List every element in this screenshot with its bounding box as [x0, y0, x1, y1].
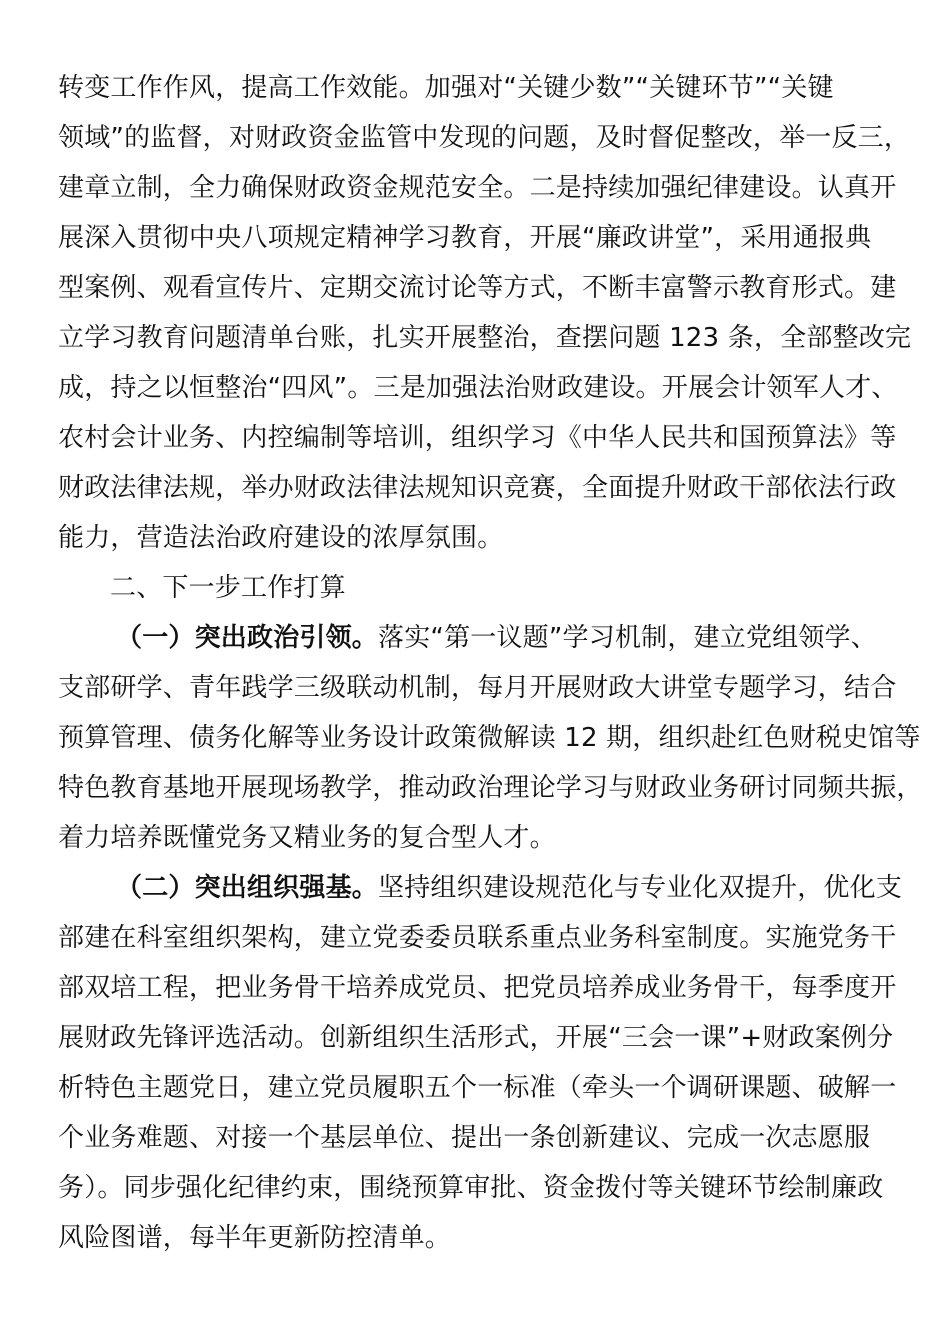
text-line: 着力培养既懂党务又精业务的复合型人才。	[58, 823, 556, 853]
text-line: 支部研学、青年践学三级联动机制，每月开展财政大讲堂专题学习，结合	[58, 673, 897, 703]
text-line: 财政法律法规，举办财政法律法规知识竞赛，全面提升财政干部依法行政	[58, 473, 897, 503]
text-line: 立学习教育问题清单台账，扎实开展整治，查摆问题 123 条，全部整改完	[58, 323, 912, 353]
text-line: 建章立制，全力确保财政资金规范安全。二是持续加强纪律建设。认真开	[58, 173, 897, 203]
text-line: 成，持之以恒整治“四风”。三是加强法治财政建设。开展会计领军人才、	[58, 373, 898, 403]
text-line: 展财政先锋评选活动。创新组织生活形式，开展“三会一课”+财政案例分	[58, 1023, 894, 1053]
text-line: 风险图谱，每半年更新防控清单。	[58, 1223, 452, 1253]
paragraph-first-line	[116, 620, 877, 656]
item-text: 落实“第一议题”学习机制，建立党组领学、	[378, 623, 877, 653]
text-line: 型案例、观看宣传片、定期交流讨论等方式，不断丰富警示教育形式。建	[58, 273, 897, 303]
text-line: 析特色主题党日，建立党员履职五个一标准（牵头一个调研课题、破解一	[58, 1073, 897, 1103]
text-line: 务）。同步强化纪律约束，围绕预算审批、资金拨付等关键环节绘制廉政	[58, 1173, 884, 1203]
item-heading: （一）突出政治引领。	[116, 623, 379, 653]
text-line: 个业务难题、对接一个基层单位、提出一条创新建议、完成一次志愿服	[58, 1123, 871, 1153]
paragraph-first-line	[116, 870, 902, 906]
section-heading: 二、下一步工作打算	[110, 573, 346, 603]
text-line: 特色教育基地开展现场教学，推动政治理论学习与财政业务研讨同频共振，	[58, 773, 923, 803]
text-line: 预算管理、债务化解等业务设计政策微解读 12 期，组织赴红色财税史馆等	[58, 723, 921, 753]
text-line: 能力，营造法治政府建设的浓厚氛围。	[58, 523, 504, 553]
item-heading: （二）突出组织强基。	[116, 873, 379, 903]
text-line: 领域”的监督，对财政资金监管中发现的问题，及时督促整改，举一反三，	[58, 123, 911, 153]
text-line: 转变工作作风，提高工作效能。加强对“关键少数”“关键环节”“关键	[58, 73, 834, 103]
item-text: 坚持组织建设规范化与专业化双提升，优化支	[378, 873, 903, 903]
text-line: 部建在科室组织架构，建立党委委员联系重点业务科室制度。实施党务干	[58, 923, 897, 953]
text-line: 农村会计业务、内控编制等培训，组织学习《中华人民共和国预算法》等	[58, 423, 897, 453]
text-line: 部双培工程，把业务骨干培养成党员、把党员培养成业务骨干，每季度开	[58, 973, 897, 1003]
text-line: 展深入贯彻中央八项规定精神学习教育，开展“廉政讲堂”，采用通报典	[58, 223, 872, 253]
